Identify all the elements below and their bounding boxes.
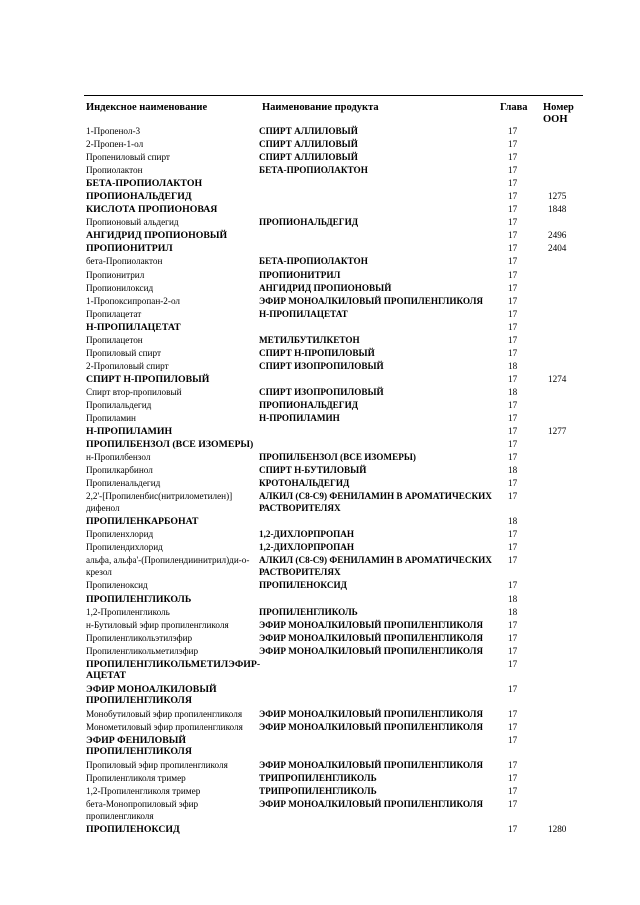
header-un-number: Номер ООН — [543, 102, 574, 125]
index-name-cell: 1,2-Пропиленгликоля тример — [86, 785, 201, 796]
chapter-cell: 17 — [508, 191, 518, 202]
table-row — [0, 735, 640, 760]
chapter-cell: 17 — [508, 452, 518, 463]
table-row — [0, 773, 640, 786]
product-name-cell: ПРОПИОНАЛЬДЕГИД — [259, 217, 359, 228]
table-row — [0, 270, 640, 283]
chapter-cell: 17 — [508, 632, 518, 643]
header-product-name: Наименование продукта — [262, 102, 379, 113]
table-row — [0, 709, 640, 722]
chapter-cell: 17 — [508, 708, 518, 719]
product-name-cell: ТРИПРОПИЛЕНГЛИКОЛЬ — [259, 772, 377, 783]
chapter-cell: 17 — [508, 126, 518, 136]
index-name-cell: Пропиленхлорид — [86, 529, 154, 540]
chapter-cell: 17 — [508, 334, 518, 345]
table-row — [0, 348, 640, 361]
table-row — [0, 799, 640, 824]
table-row — [0, 542, 640, 555]
table-row — [0, 529, 640, 542]
index-name-cell: КИСЛОТА ПРОПИОНОВАЯ — [86, 204, 218, 216]
table-row — [0, 824, 640, 837]
table-row — [0, 646, 640, 659]
index-name-cell: 1,2-Пропиленгликоль — [86, 606, 170, 617]
un-number-cell: 1848 — [548, 204, 567, 215]
index-name-cell: БЕТА-ПРОПИОЛАКТОН — [86, 178, 203, 190]
index-name-cell: ПРОПИЛЕНГЛИКОЛЬМЕТИЛЭФИР-АЦЕТАТ — [86, 658, 261, 682]
table-row — [0, 243, 640, 256]
product-name-cell: 1,2-ДИХЛОРПРОПАН — [259, 542, 355, 553]
chapter-cell: 17 — [508, 439, 518, 450]
chapter-cell: 17 — [508, 555, 518, 566]
product-name-cell: БЕТА-ПРОПИОЛАКТОН — [259, 165, 368, 176]
un-number-cell: 2496 — [548, 230, 567, 241]
product-name-cell: СПИРТ Н-ПРОПИЛОВЫЙ — [259, 347, 375, 358]
product-name-cell: ЭФИР МОНОАЛКИЛОВЫЙ ПРОПИЛЕНГЛИКОЛЯ — [259, 721, 484, 732]
index-name-cell: бета-Монопропиловый эфир пропиленгликоля — [86, 798, 199, 821]
chapter-cell: 17 — [508, 139, 518, 150]
chapter-cell: 17 — [508, 645, 518, 656]
chapter-cell: 17 — [508, 204, 518, 215]
chapter-cell: 18 — [508, 360, 518, 371]
table-row — [0, 322, 640, 335]
chapter-cell: 17 — [508, 373, 518, 384]
product-name-cell: ЭФИР МОНОАЛКИЛОВЫЙ ПРОПИЛЕНГЛИКОЛЯ — [259, 708, 484, 719]
un-number-cell: 1280 — [548, 823, 567, 834]
product-name-cell: Н-ПРОПИЛАЦЕТАТ — [259, 308, 348, 319]
chapter-cell: 17 — [508, 785, 518, 796]
table-row — [0, 178, 640, 191]
table-row — [0, 374, 640, 387]
table-row — [0, 361, 640, 374]
index-name-cell: Пропиленгликольэтилэфир — [86, 632, 193, 643]
table-row — [0, 296, 640, 309]
un-number-cell: 2404 — [548, 243, 567, 254]
chapter-cell: 17 — [508, 347, 518, 358]
product-name-cell: ЭФИР МОНОАЛКИЛОВЫЙ ПРОПИЛЕНГЛИКОЛЯ — [259, 619, 484, 630]
table-row — [0, 335, 640, 348]
table-row — [0, 452, 640, 465]
table-row — [0, 516, 640, 529]
product-name-cell: КРОТОНАЛЬДЕГИД — [259, 478, 350, 489]
chapter-cell: 17 — [508, 399, 518, 410]
product-name-cell: СПИРТ ИЗОПРОПИЛОВЫЙ — [259, 360, 384, 371]
product-name-cell: БЕТА-ПРОПИОЛАКТОН — [259, 256, 368, 267]
index-name-cell: СПИРТ Н-ПРОПИЛОВЫЙ — [86, 373, 210, 385]
table-row — [0, 439, 640, 452]
index-name-cell: альфа, альфа'-(Пропилендиинитрил)ди-о-крезол — [86, 555, 250, 578]
chapter-cell: 17 — [508, 529, 518, 540]
chapter-cell: 18 — [508, 465, 518, 476]
index-name-cell: Монометиловый эфир пропиленгликоля — [86, 721, 243, 732]
table-row — [0, 684, 640, 709]
index-name-cell: Пропилацетон — [86, 334, 143, 345]
table-row — [0, 580, 640, 593]
index-name-cell: ЭФИР ФЕНИЛОВЫЙ ПРОПИЛЕНГЛИКОЛЯ — [86, 734, 192, 758]
un-number-cell: 1277 — [548, 426, 567, 437]
chapter-cell: 17 — [508, 295, 518, 306]
index-name-cell: АНГИДРИД ПРОПИОНОВЫЙ — [86, 230, 228, 242]
table-row — [0, 555, 640, 580]
chapter-cell: 18 — [508, 593, 518, 604]
chapter-cell: 17 — [508, 823, 518, 834]
chapter-cell: 17 — [508, 491, 518, 502]
product-name-cell: АЛКИЛ (С8-С9) ФЕНИЛАМИН В АРОМАТИЧЕСКИХ РАСТВОРИТЕЛЯХ — [259, 555, 492, 578]
chapter-cell: 17 — [508, 734, 518, 745]
index-name-cell: Пропиловый эфир пропиленгликоля — [86, 759, 228, 770]
chapter-cell: 17 — [508, 426, 518, 437]
index-name-cell: Спирт втор-пропиловый — [86, 386, 182, 397]
table-row — [0, 400, 640, 413]
index-name-cell: ЭФИР МОНОАЛКИЛОВЫЙ ПРОПИЛЕНГЛИКОЛЯ — [86, 683, 217, 707]
chapter-cell: 17 — [508, 478, 518, 489]
index-name-cell: 1-Пропоксипропан-2-ол — [86, 295, 181, 306]
chapter-cell: 18 — [508, 606, 518, 617]
product-name-cell: ПРОПИОНИТРИЛ — [259, 269, 341, 280]
table-row — [0, 620, 640, 633]
product-name-cell: ПРОПИЛЕНГЛИКОЛЬ — [259, 606, 358, 617]
table-row — [0, 465, 640, 478]
index-name-cell: 2-Пропен-1-ол — [86, 139, 144, 150]
product-name-cell: СПИРТ АЛЛИЛОВЫЙ — [259, 152, 358, 163]
table-row — [0, 594, 640, 607]
product-name-cell: СПИРТ Н-БУТИЛОВЫЙ — [259, 465, 367, 476]
index-name-cell: Пропениловый спирт — [86, 152, 170, 163]
table-row — [0, 126, 640, 139]
table-row — [0, 217, 640, 230]
table-row — [0, 426, 640, 439]
product-name-cell: Н-ПРОПИЛАМИН — [259, 413, 340, 424]
product-name-cell: АЛКИЛ (С8-С9) ФЕНИЛАМИН В АРОМАТИЧЕСКИХ РАСТВОРИТЕЛЯХ — [259, 491, 492, 513]
chapter-cell: 18 — [508, 386, 518, 397]
index-name-cell: Пропиленгликольметилэфир — [86, 645, 199, 656]
index-name-cell: Пропилкарбинол — [86, 465, 153, 476]
chapter-cell: 17 — [508, 413, 518, 424]
index-name-cell: н-Пропилбензол — [86, 452, 151, 463]
table-body — [0, 126, 640, 837]
index-name-cell: ПРОПИЛЕНОКСИД — [86, 823, 180, 835]
product-name-cell: ПРОПИОНАЛЬДЕГИД — [259, 399, 359, 410]
chapter-cell: 17 — [508, 217, 518, 228]
chapter-cell: 17 — [508, 243, 518, 254]
index-name-cell: Пропионовый альдегид — [86, 217, 179, 228]
table-row — [0, 204, 640, 217]
product-name-cell: ЭФИР МОНОАЛКИЛОВЫЙ ПРОПИЛЕНГЛИКОЛЯ — [259, 798, 484, 809]
chapter-cell: 17 — [508, 165, 518, 176]
header-rule — [84, 95, 583, 96]
table-row — [0, 413, 640, 426]
index-name-cell: ПРОПИОНИТРИЛ — [86, 243, 173, 255]
index-name-cell: н-Бутиловый эфир пропиленгликоля — [86, 619, 229, 630]
chapter-cell: 17 — [508, 230, 518, 241]
chapter-cell: 17 — [508, 542, 518, 553]
index-name-cell: ПРОПИЛЕНКАРБОНАТ — [86, 516, 199, 528]
index-name-cell: 2-Пропиловый спирт — [86, 360, 169, 371]
index-name-cell: бета-Пропиолактон — [86, 256, 163, 267]
product-name-cell: СПИРТ ИЗОПРОПИЛОВЫЙ — [259, 386, 384, 397]
chapter-cell: 17 — [508, 759, 518, 770]
table-row — [0, 283, 640, 296]
chapter-cell: 17 — [508, 256, 518, 267]
chapter-cell: 17 — [508, 658, 518, 669]
index-name-cell: ПРОПИОНАЛЬДЕГИД — [86, 191, 192, 203]
table-row — [0, 230, 640, 243]
product-name-cell: ПРОПИЛБЕНЗОЛ (ВСЕ ИЗОМЕРЫ) — [259, 452, 416, 463]
chapter-cell: 17 — [508, 772, 518, 783]
table-row — [0, 607, 640, 620]
index-name-cell: Пропиловый спирт — [86, 347, 161, 358]
index-name-cell: Пропиламин — [86, 413, 136, 424]
chapter-cell: 17 — [508, 178, 518, 189]
table-row — [0, 659, 640, 684]
index-name-cell: Монобутиловый эфир пропиленгликоля — [86, 708, 243, 719]
product-name-cell: СПИРТ АЛЛИЛОВЫЙ — [259, 139, 358, 150]
index-name-cell: Пропилендихлорид — [86, 542, 163, 553]
index-name-cell: 1-Пропенол-3 — [86, 126, 141, 136]
chapter-cell: 17 — [508, 308, 518, 319]
table-row — [0, 760, 640, 773]
index-name-cell: Пропиленгликоля тример — [86, 772, 186, 783]
chapter-cell: 17 — [508, 580, 518, 591]
table-row — [0, 191, 640, 204]
un-number-cell: 1275 — [548, 191, 567, 202]
product-name-cell: СПИРТ АЛЛИЛОВЫЙ — [259, 126, 358, 136]
chapter-cell: 17 — [508, 721, 518, 732]
product-name-cell: ТРИПРОПИЛЕНГЛИКОЛЬ — [259, 785, 377, 796]
product-name-cell: ЭФИР МОНОАЛКИЛОВЫЙ ПРОПИЛЕНГЛИКОЛЯ — [259, 645, 484, 656]
table-row — [0, 491, 640, 516]
chapter-cell: 17 — [508, 282, 518, 293]
table-row — [0, 478, 640, 491]
index-name-cell: 2,2'-[Пропиленбис(нитрилометилен)] дифенол — [86, 491, 233, 513]
index-name-cell: Пропионилоксид — [86, 282, 154, 293]
chapter-cell: 17 — [508, 619, 518, 630]
un-number-cell: 1274 — [548, 373, 567, 384]
chapter-cell: 18 — [508, 516, 518, 527]
chapter-cell: 17 — [508, 798, 518, 809]
table-row — [0, 722, 640, 735]
index-name-cell: Пропилальдегид — [86, 399, 152, 410]
header-index-name: Индексное наименование — [86, 102, 208, 113]
table-row — [0, 256, 640, 269]
table-row — [0, 633, 640, 646]
chapter-cell: 17 — [508, 321, 518, 332]
index-name-cell: Пропиленоксид — [86, 580, 148, 591]
product-name-cell: ЭФИР МОНОАЛКИЛОВЫЙ ПРОПИЛЕНГЛИКОЛЯ — [259, 759, 484, 770]
product-name-cell: ПРОПИЛЕНОКСИД — [259, 580, 347, 591]
index-name-cell: Пропиленальдегид — [86, 478, 161, 489]
chapter-cell: 17 — [508, 152, 518, 163]
table-row — [0, 387, 640, 400]
product-name-cell: ЭФИР МОНОАЛКИЛОВЫЙ ПРОПИЛЕНГЛИКОЛЯ — [259, 295, 484, 306]
index-name-cell: Пропионитрил — [86, 269, 145, 280]
chapter-cell: 17 — [508, 269, 518, 280]
index-name-cell: Н-ПРОПИЛАЦЕТАТ — [86, 321, 181, 333]
table-row — [0, 309, 640, 322]
index-name-cell: ПРОПИЛБЕНЗОЛ (ВСЕ ИЗОМЕРЫ) — [86, 439, 254, 451]
product-name-cell: 1,2-ДИХЛОРПРОПАН — [259, 529, 355, 540]
product-name-cell: АНГИДРИД ПРОПИОНОВЫЙ — [259, 282, 392, 293]
index-name-cell: ПРОПИЛЕНГЛИКОЛЬ — [86, 593, 192, 605]
product-name-cell: МЕТИЛБУТИЛКЕТОН — [259, 334, 360, 345]
chapter-cell: 17 — [508, 683, 518, 694]
table-row — [0, 139, 640, 152]
table-row — [0, 165, 640, 178]
index-name-cell: Пропилацетат — [86, 308, 142, 319]
index-name-cell: Н-ПРОПИЛАМИН — [86, 426, 173, 438]
header-chapter: Глава — [500, 102, 528, 113]
table-row — [0, 786, 640, 799]
index-name-cell: Пропиолактон — [86, 165, 143, 176]
product-name-cell: ЭФИР МОНОАЛКИЛОВЫЙ ПРОПИЛЕНГЛИКОЛЯ — [259, 632, 484, 643]
table-row — [0, 152, 640, 165]
